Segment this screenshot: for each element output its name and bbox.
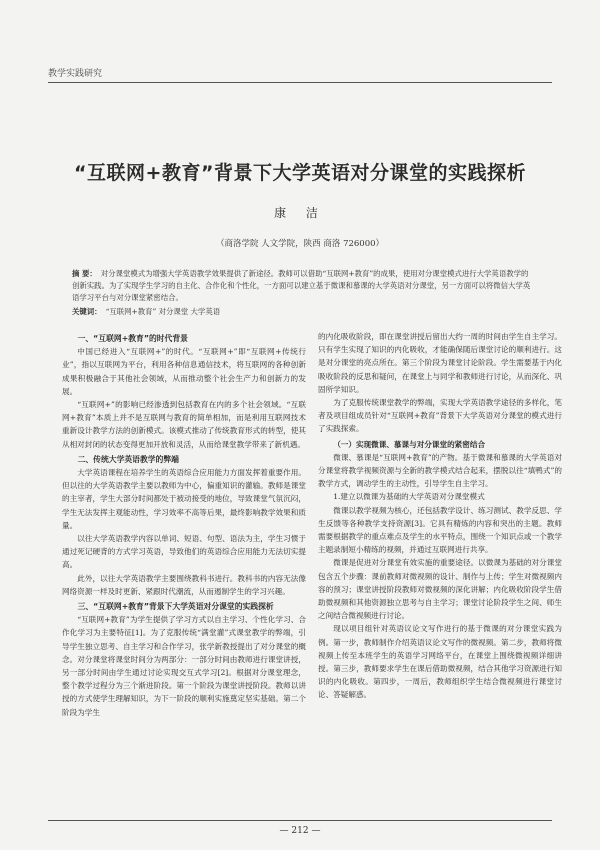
- section-heading: 一、“互联网+教育”的时代背景: [77, 334, 188, 343]
- abstract-label: 摘 要：: [72, 269, 97, 278]
- left-column: [62, 330, 306, 719]
- journal-section-header: 教学实践研究: [48, 69, 103, 79]
- paragraph: 1.建立以微课为基础的大学英语对分课堂模式: [333, 492, 485, 502]
- paragraph: 大学英语课程在培养学生的英语综合应用能力方面发挥着重要作用。但以往的大学英语教学主要以教师为中心，偏重知识的灌输。教师是课堂的主宰者，学生大部分时间都处于被动接受的地位，导致课堂气氛沉闷，学生无法发挥主观能动性，学习效率不高等后果，最终影响教学效果和质量。: [62, 468, 306, 530]
- section-heading: 二、传统大学英语教学的弊端: [77, 454, 179, 464]
- paragraph: 微课、慕课是“互联网+教育”的产物。基于微课和慕课的大学英语对分课堂将教学视频资源与全新的教学模式结合起来，摆脱以往“填鸭式”的教学方式，调动学生的主动性，引导学生自主学习。: [318, 452, 562, 489]
- paragraph: 以往大学英语教学内容以单词、短语、句型、语法为主，学生习惯于通过死记硬背的方式学习英语，导致他们的英语综合应用能力无法切实提高。: [62, 534, 306, 570]
- keywords-label: 关键词：: [72, 307, 102, 316]
- paragraph: 此外，以往大学英语教学主要围绕教科书进行。教科书的内容无法像网络资源一样及时更新、紧跟时代潮流，从而遏制学生的学习兴趣。: [62, 573, 306, 596]
- paragraph: 微课以教学视频为核心，还包括教学设计、练习测试、教学反思、学生反馈等各种教学支持资源[3]。它具有精炼的内容和突出的主题。教师需要根据教学的重点难点及学生的水平特点，围绕一个知识点或一个教学主题录制短小精练的视频，并通过互联网进行共享。: [318, 505, 562, 555]
- header-divider: [48, 82, 552, 83]
- paragraph: 为了克服传统课堂教学的弊端，实现大学英语教学途径的多样化，笔者及项目组成员针对“互联网+教育”背景下大学英语对分课堂的模式进行了实践探索。: [318, 398, 562, 434]
- page-number: — 212 —: [279, 826, 321, 836]
- paragraph: 现以项目组针对英语议论文写作进行的基于微课的对分课堂实践为例。第一步，教师制作介绍英语议论文写作的微视频。第二步，教师将微视频上传至本班学生的英语学习网络平台，在课堂上围绕微视频详细讲授。第三步，教师要求学生在课后借助微视频，结合其他学习资源进行知识的内化吸收。第四步，一周后，教师组织学生结合微视频进行课堂讨论、答疑解惑。: [318, 624, 562, 700]
- section-heading: （一）实现微课、慕课与对分课堂的紧密结合: [333, 439, 486, 449]
- article-title: “互联网+教育”背景下大学英语对分课堂的实践探析: [74, 162, 526, 184]
- paragraph: 中国已经进入“互联网+”的时代。“互联网+”即“互联网+传统行业”，指以互联网为平台，利用各种信息通信技术，将互联网的各种创新成果积极融合于其他社会领域，从而推动整个社会生产力和创新力的发展。: [62, 347, 306, 396]
- paragraph: 微课是促进对分课堂有效实施的重要途径。以微课为基础的对分课堂包含五个步骤：课前教师对微视频的设计、制作与上传；学生对微视频内容的预习；课堂讲授阶段教师对微视频的深化讲解；内化吸收阶段学生借助微视频和其他资源独立思考与自主学习；课堂讨论阶段学生之间、师生之间结合微视频进行讨论。: [318, 558, 562, 621]
- paragraph: “互联网+教育”为学生提供了学习方式以自主学习、个性化学习、合作化学习为主要特征[1]。为了克服传统“满堂灌”式课堂教学的弊端，引导学生独立思考、自主学习和合作学习，张学新教授提出了对分课堂的概念。对分课堂将课堂时间分为两部分：一部分时间由教师进行课堂讲授，另一部分时间由学生通过讨论实现交互式学习[2]。根据对分课堂理念，整个教学过程分为三个渐进阶段。第一个阶段为课堂讲授阶段。教师以讲授的方式使学生理解知识，为下一阶段的顺利实施奠定坚实基础。第二个阶段为学生: [62, 615, 306, 717]
- section-heading: 三、“互联网+教育”背景下大学英语对分课堂的实践探析: [77, 602, 274, 612]
- footer-divider: [48, 820, 552, 821]
- right-column: [318, 330, 562, 702]
- paragraph: 的内化吸收阶段，即在课堂讲授后留出大约一周的时间由学生自主学习。只有学生实现了知识的内化吸收，才能确保随后课堂讨论的顺利进行。这是对分课堂的亮点所在。第三个阶段为课堂讨论阶段。学生需要基于内化吸收阶段的反思和疑问，在课堂上与同学和教师进行讨论，从而深化、巩固所学知识。: [318, 332, 562, 394]
- abstract: [72, 268, 532, 304]
- abstract-text: 对分课堂模式为增强大学英语教学效果提供了新途径。教师可以借助“互联网+教育”的成果，使用对分课堂模式进行大学英语教学的创新实践。为了实现学生学习的自主化、合作化和个性化，一方面可以建立基于微课和慕课的大学英语对分课堂，另一方面可以将微信大学英语学习平台与对分课堂紧密结合。: [72, 269, 531, 302]
- author-affiliation: （商洛学院 人文学院，陕西 商洛 726000）: [215, 239, 385, 249]
- paragraph: “互联网+”的影响已经渗透到包括教育在内的多个社会领域。“互联网+教育”本质上并不是互联网与教育的简单相加，而是利用互联网技术重新设计教学方法的创新模式。该模式推动了传统教育形式的转型，使其从相对封闭的状态变得更加开放和灵活，从而给课堂教学带来了新机遇。: [62, 400, 306, 449]
- keywords: [72, 306, 532, 317]
- keywords-text: “互联网+教育” 对分课堂 大学英语: [105, 307, 221, 316]
- author-name: 康 洁: [274, 206, 326, 220]
